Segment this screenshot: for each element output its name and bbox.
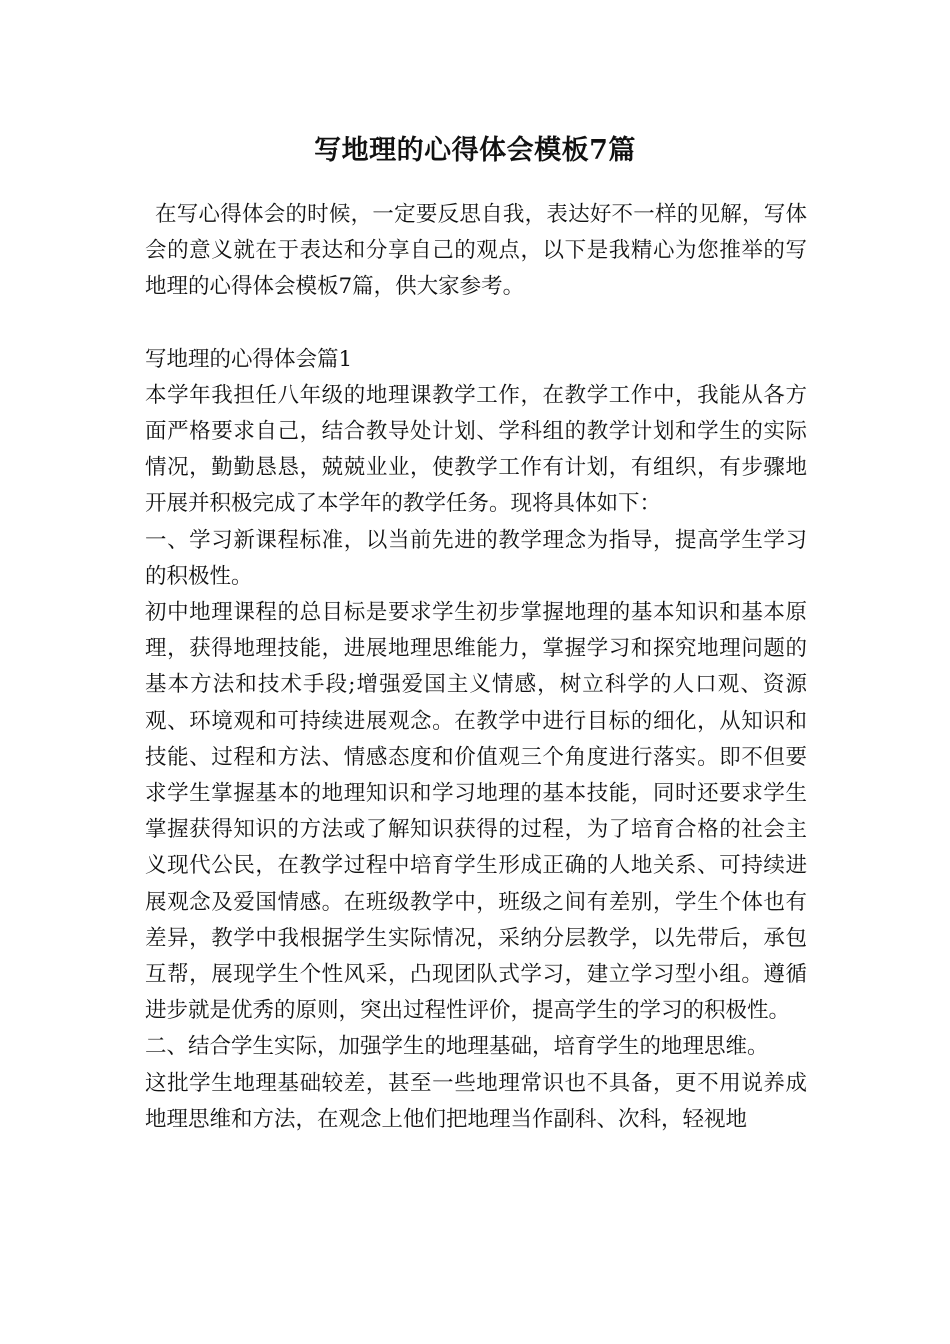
- body-paragraph: 本学年我担任八年级的地理课教学工作，在教学工作中，我能从各方面严格要求自己，结合教导处计划、学科组的教学计划和学生的实际情况，勤勤恳恳，兢兢业业，使教学工作有计划，有组织，有步骤地开展并积极完成了本学年的教学任务。现将具体如下：: [145, 382, 807, 517]
- section-heading: 写地理的心得体会篇1: [145, 346, 353, 372]
- document-body: [145, 197, 807, 1138]
- document-title: 写地理的心得体会模板7篇: [314, 135, 636, 166]
- body-paragraph: 初中地理课程的总目标是要求学生初步掌握地理的基本知识和基本原理，获得地理技能，进展地理思维能力，掌握学习和探究地理问题的基本方法和技术手段;增强爱国主义情感，树立科学的人口观、资源观、环境观和可持续进展观念。在教学中进行目标的细化，从知识和技能、过程和方法、情感态度和价值观三个角度进行落实。即不但要求学生掌握基本的地理知识和学习地理的基本技能，同时还要求学生掌握获得知识的方法或了解知识获得的过程，为了培育合格的社会主义现代公民，在教学过程中培育学生形成正确的人地关系、可持续进展观念及爱国情感。在班级教学中，班级之间有差别，学生个体也有差异，教学中我根据学生实际情况，采纳分层教学，以先带后，承包互帮，展现学生个性风采，凸现团队式学习，建立学习型小组。遵循进步就是优秀的原则，突出过程性评价，提高学生的学习的积极性。: [145, 600, 807, 1024]
- body-paragraph: 一、学习新课程标准，以当前先进的教学理念为指导，提高学生学习的积极性。: [145, 527, 807, 589]
- intro-paragraph: 在写心得体会的时候，一定要反思自我，表达好不一样的见解，写体会的意义就在于表达和分享自己的观点，以下是我精心为您推举的写地理的心得体会模板7篇，供大家参考。: [145, 202, 807, 300]
- body-paragraph: 二、结合学生实际，加强学生的地理基础，培育学生的地理思维。: [145, 1034, 769, 1060]
- body-paragraph: 这批学生地理基础较差，甚至一些地理常识也不具备，更不用说养成地理思维和方法，在观念上他们把地理当作副科、次科，轻视地: [145, 1070, 807, 1132]
- paragraph-spacer: [145, 306, 807, 342]
